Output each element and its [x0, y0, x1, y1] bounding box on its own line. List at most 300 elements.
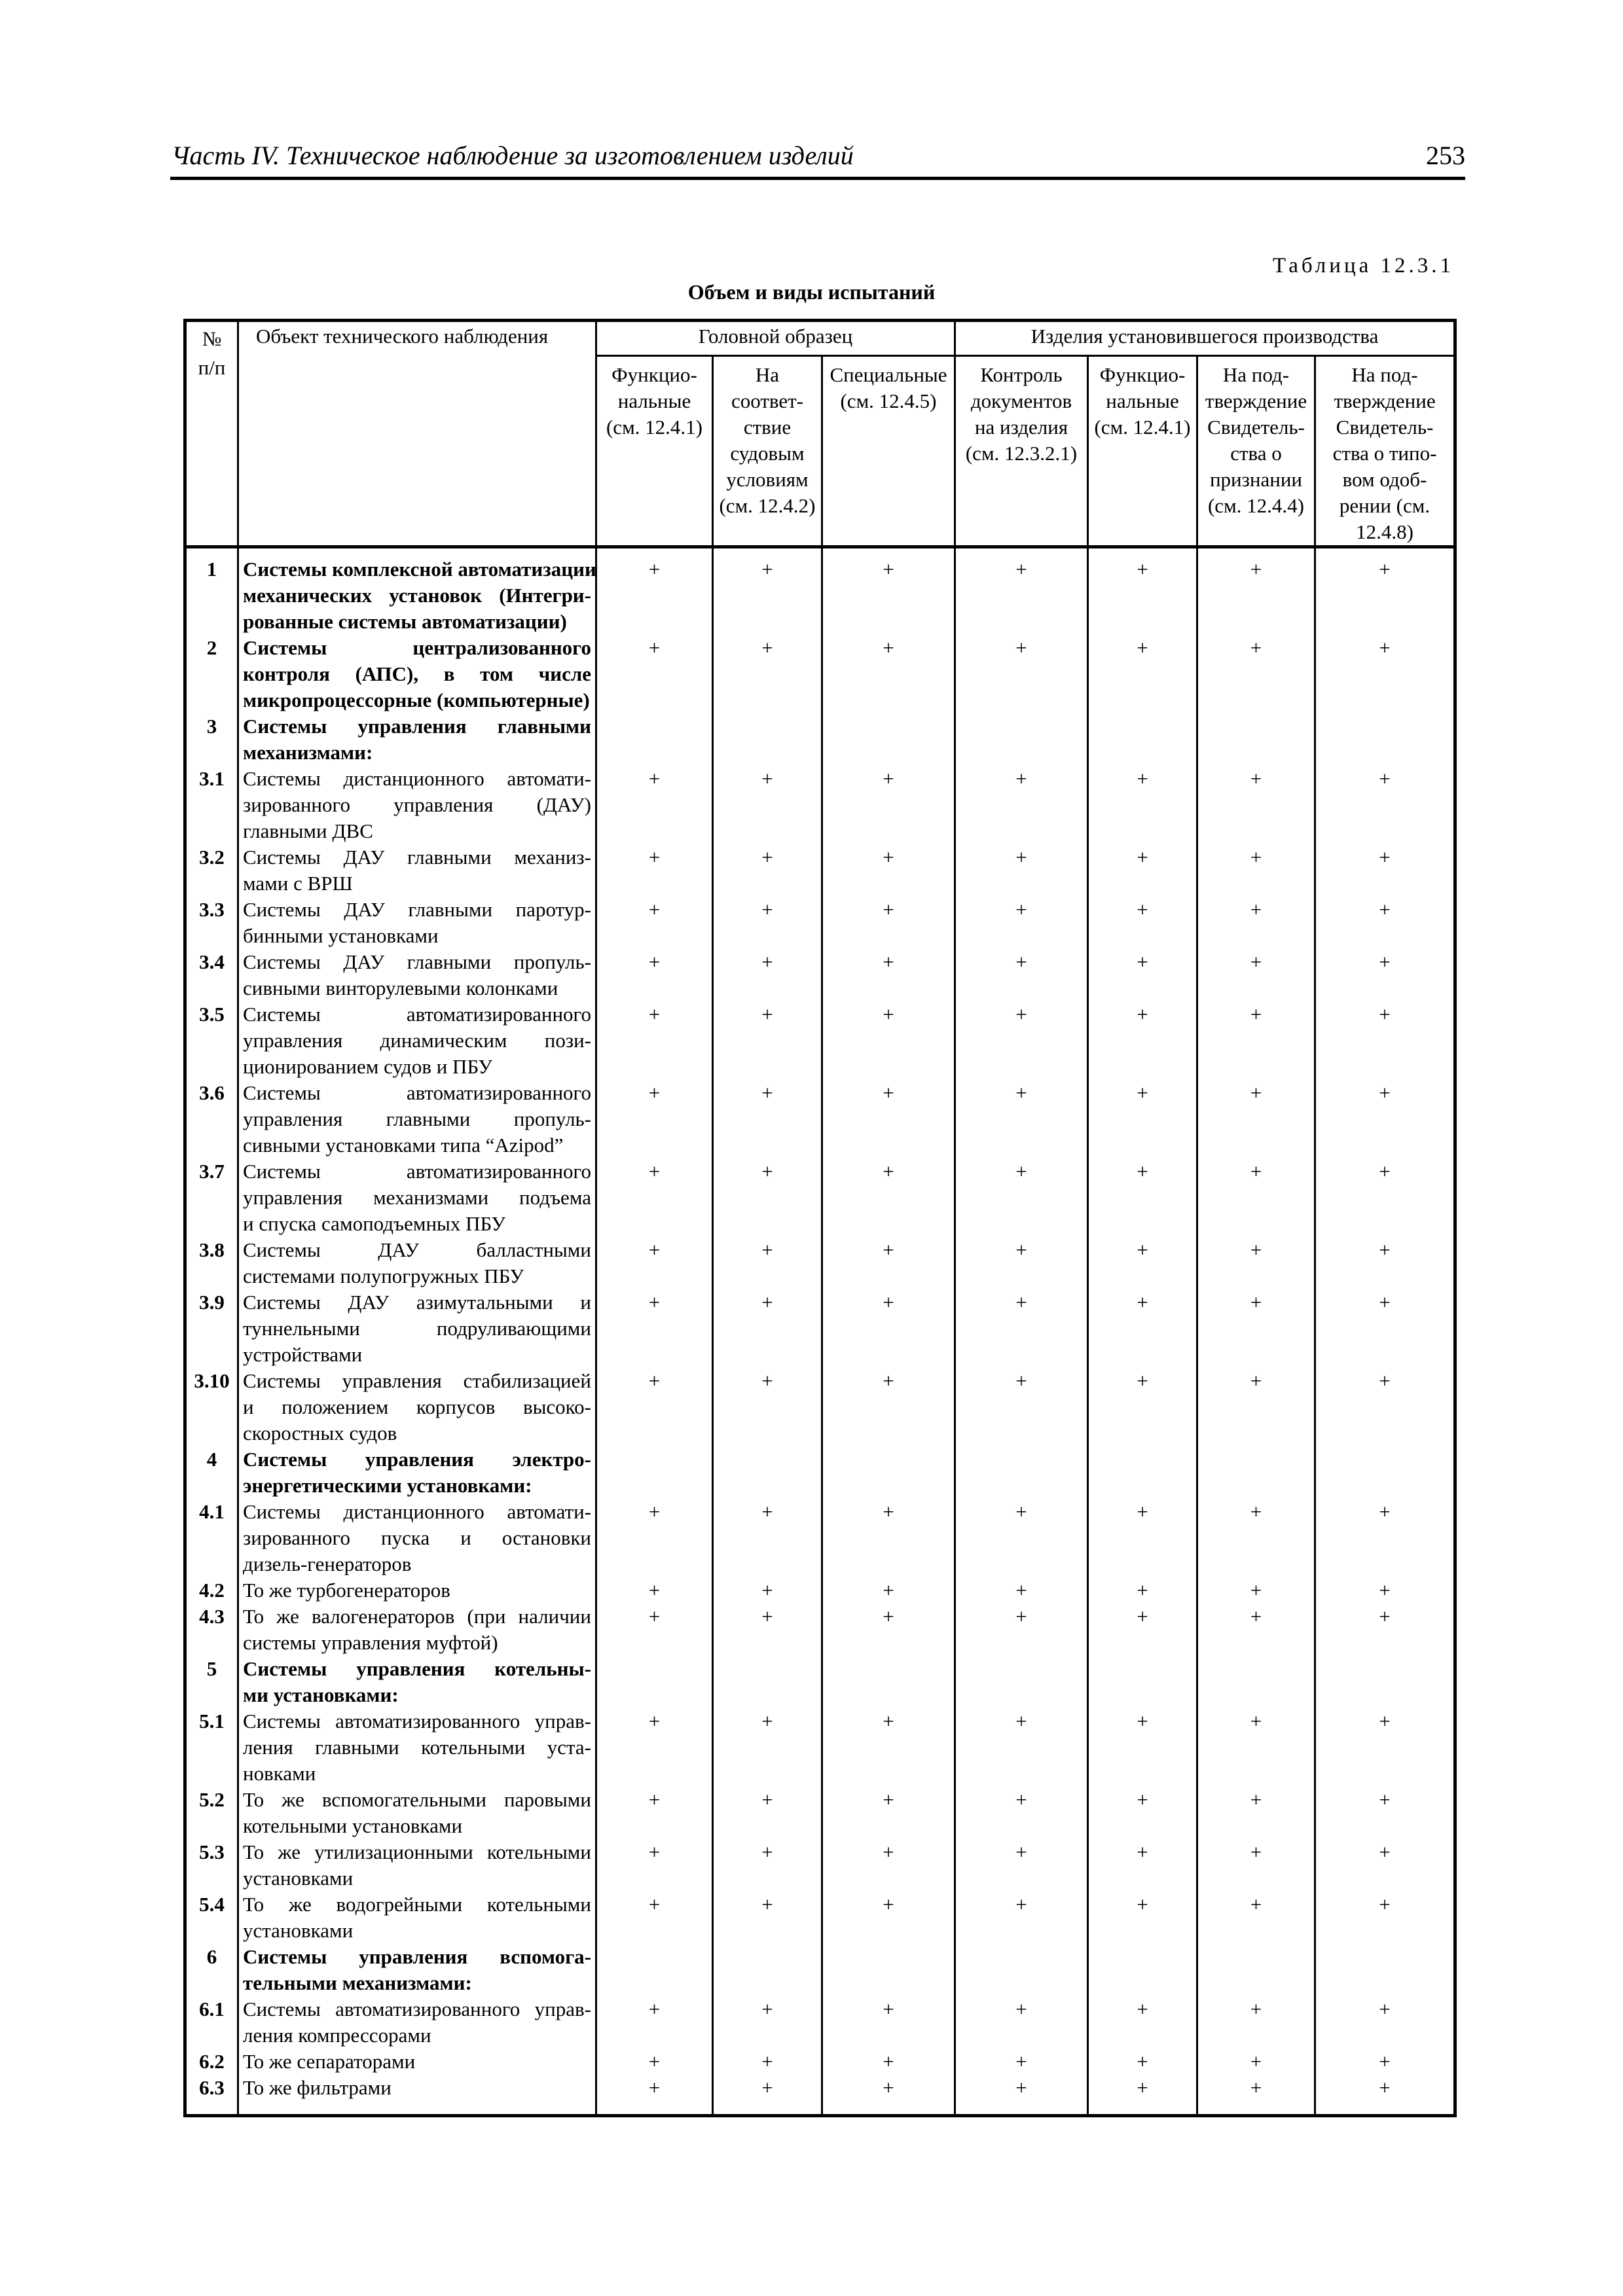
plus-mark-cell: +: [1315, 1499, 1455, 1577]
plus-mark-cell: +: [596, 1289, 713, 1368]
header-col-line: Свидетель-: [1207, 416, 1305, 439]
plus-mark-cell: [596, 1944, 713, 1996]
table-body: [185, 547, 1455, 2116]
plus-mark-cell: +: [822, 1577, 955, 1604]
plus-mark-cell: +: [1197, 1577, 1315, 1604]
plus-mark-cell: [955, 1944, 1088, 1996]
row-object-line: устройствами: [243, 1343, 363, 1366]
header-col-line: (см. 12.3.2.1): [965, 442, 1078, 465]
row-object: [238, 1080, 596, 1158]
header-col-6: [1197, 356, 1315, 547]
row-object-line: зированного пуска и остановки: [243, 1526, 591, 1549]
header-col-line: нальные: [617, 389, 691, 412]
row-object: [238, 766, 596, 844]
plus-mark-cell: +: [713, 1577, 822, 1604]
plus-mark-cell: +: [822, 1237, 955, 1289]
row-number: 4: [185, 1446, 238, 1499]
row-object-line: ционированием судов и ПБУ: [243, 1055, 493, 1078]
plus-mark-cell: +: [1315, 1839, 1455, 1892]
plus-mark-cell: +: [1197, 635, 1315, 713]
plus-mark-cell: +: [822, 1787, 955, 1839]
plus-mark-cell: [713, 1446, 822, 1499]
plus-mark-cell: +: [955, 766, 1088, 844]
plus-mark-cell: +: [822, 1001, 955, 1080]
header-col-line: Функцио-: [1099, 363, 1186, 386]
row-object: [238, 1656, 596, 1708]
header-col-line: Свидетель-: [1336, 416, 1434, 439]
plus-mark-cell: [713, 1944, 822, 1996]
plus-mark-cell: [1315, 1446, 1455, 1499]
plus-mark-cell: +: [1088, 1604, 1197, 1656]
row-number: 4.1: [185, 1499, 238, 1577]
header-col-line: документов: [970, 389, 1072, 412]
row-number: 3: [185, 713, 238, 766]
plus-mark-cell: +: [1197, 1158, 1315, 1237]
header-col-line: ства о типо-: [1332, 442, 1437, 465]
plus-mark-cell: +: [822, 766, 955, 844]
row-object-line: дизель-генераторов: [243, 1552, 412, 1575]
header-col-line: условиям: [726, 468, 809, 491]
plus-mark-cell: +: [1197, 1708, 1315, 1787]
header-col-line: На: [755, 363, 780, 386]
plus-mark-cell: +: [713, 2075, 822, 2116]
plus-mark-cell: +: [822, 1604, 955, 1656]
plus-mark-cell: +: [955, 635, 1088, 713]
row-number: 6: [185, 1944, 238, 1996]
row-object-line: То же вспомогательными паровыми: [243, 1788, 591, 1811]
table-row: [185, 1604, 1455, 1656]
plus-mark-cell: +: [1315, 897, 1455, 949]
plus-mark-cell: +: [822, 1996, 955, 2049]
plus-mark-cell: +: [596, 547, 713, 636]
header-col-line: (см. 12.4.5): [840, 389, 937, 412]
row-object-line: ления главными котельными уста-: [243, 1736, 591, 1759]
row-number: 3.8: [185, 1237, 238, 1289]
plus-mark-cell: +: [1315, 1237, 1455, 1289]
plus-mark-cell: +: [1088, 766, 1197, 844]
plus-mark-cell: +: [596, 1708, 713, 1787]
plus-mark-cell: +: [955, 1237, 1088, 1289]
plus-mark-cell: +: [822, 1289, 955, 1368]
row-object-line: и спуска самоподъемных ПБУ: [243, 1212, 506, 1235]
plus-mark-cell: +: [713, 949, 822, 1001]
table-number: Таблица 12.3.1: [1272, 254, 1454, 278]
plus-mark-cell: +: [822, 844, 955, 897]
plus-mark-cell: +: [955, 1892, 1088, 1944]
plus-mark-cell: +: [713, 1289, 822, 1368]
plus-mark-cell: +: [596, 1158, 713, 1237]
plus-mark-cell: +: [1088, 1001, 1197, 1080]
plus-mark-cell: +: [1197, 1368, 1315, 1446]
header-col-line: (см. 12.4.1): [1094, 416, 1191, 439]
header-col-line: (см. 12.4.4): [1207, 494, 1305, 517]
row-object: [238, 2049, 596, 2075]
plus-mark-cell: +: [1315, 949, 1455, 1001]
row-object-line: механизмами:: [243, 741, 373, 764]
row-object-line: Системы ДАУ балластными: [243, 1238, 591, 1261]
header-col-line: тверждение: [1334, 389, 1436, 412]
plus-mark-cell: +: [955, 2049, 1088, 2075]
header-col-line: 12.4.8): [1356, 520, 1413, 543]
row-number: 6.1: [185, 1996, 238, 2049]
row-object-line: Системы ДАУ главными механиз-: [243, 846, 591, 869]
row-object-line: То же фильтрами: [243, 2076, 392, 2099]
row-number: 3.3: [185, 897, 238, 949]
row-object-line: Системы ДАУ азимутальными и: [243, 1291, 591, 1314]
row-object: [238, 1892, 596, 1944]
plus-mark-cell: +: [822, 1839, 955, 1892]
row-object-line: Системы управления электро-: [243, 1448, 591, 1471]
row-object: [238, 713, 596, 766]
plus-mark-cell: +: [596, 1604, 713, 1656]
table-row: [185, 1001, 1455, 1080]
plus-mark-cell: +: [822, 949, 955, 1001]
plus-mark-cell: +: [822, 2049, 955, 2075]
row-object-line: ми установками:: [243, 1683, 399, 1706]
header-col-line: (см. 12.4.1): [606, 416, 703, 439]
row-object: [238, 547, 596, 636]
header-rule: [170, 177, 1465, 180]
plus-mark-cell: +: [1197, 1289, 1315, 1368]
plus-mark-cell: +: [1315, 1001, 1455, 1080]
row-object-line: туннельными подруливающими: [243, 1317, 591, 1340]
plus-mark-cell: +: [1315, 2075, 1455, 2116]
plus-mark-cell: [596, 1656, 713, 1708]
row-object-line: сивными установками типа “Azipod”: [243, 1134, 564, 1157]
plus-mark-cell: [1088, 1944, 1197, 1996]
row-object-line: Системы управления котельны-: [243, 1657, 591, 1680]
header-col-line: ствие: [743, 416, 792, 439]
header-col-line: Контроль: [980, 363, 1063, 386]
plus-mark-cell: +: [713, 1499, 822, 1577]
header-col-line: (см. 12.4.2): [719, 494, 816, 517]
plus-mark-cell: +: [1088, 2075, 1197, 2116]
plus-mark-cell: +: [713, 1604, 822, 1656]
header-group-serial: Изделия установившегося производства: [955, 321, 1455, 356]
plus-mark-cell: +: [822, 635, 955, 713]
row-number: 6.2: [185, 2049, 238, 2075]
header-group-prototype: Головной образец: [596, 321, 955, 356]
plus-mark-cell: [1197, 1944, 1315, 1996]
plus-mark-cell: +: [1197, 1996, 1315, 2049]
plus-mark-cell: +: [713, 2049, 822, 2075]
row-object-line: управления главными пропуль-: [243, 1107, 591, 1130]
row-object-line: управления динамическим пози-: [243, 1029, 591, 1052]
row-number: 5: [185, 1656, 238, 1708]
plus-mark-cell: +: [713, 1839, 822, 1892]
plus-mark-cell: +: [955, 897, 1088, 949]
plus-mark-cell: +: [1088, 844, 1197, 897]
plus-mark-cell: +: [1197, 1080, 1315, 1158]
row-number: 3.1: [185, 766, 238, 844]
plus-mark-cell: +: [955, 1604, 1088, 1656]
plus-mark-cell: +: [596, 1080, 713, 1158]
table-row: [185, 2049, 1455, 2075]
plus-mark-cell: [1088, 713, 1197, 766]
row-number: 3.4: [185, 949, 238, 1001]
plus-mark-cell: +: [955, 949, 1088, 1001]
plus-mark-cell: +: [1088, 949, 1197, 1001]
plus-mark-cell: +: [1315, 766, 1455, 844]
plus-mark-cell: +: [1197, 844, 1315, 897]
plus-mark-cell: +: [1315, 1368, 1455, 1446]
plus-mark-cell: +: [822, 1158, 955, 1237]
row-object-line: скоростных судов: [243, 1422, 397, 1444]
row-object: [238, 897, 596, 949]
plus-mark-cell: +: [822, 897, 955, 949]
plus-mark-cell: +: [596, 1499, 713, 1577]
header-col-line: рении (см.: [1339, 494, 1431, 517]
header-col-3: [822, 356, 955, 547]
plus-mark-cell: +: [822, 1499, 955, 1577]
plus-mark-cell: +: [596, 844, 713, 897]
plus-mark-cell: +: [596, 2075, 713, 2116]
row-object: [238, 1158, 596, 1237]
plus-mark-cell: +: [1315, 635, 1455, 713]
row-object-line: Системы автоматизированного управ-: [243, 1710, 591, 1732]
plus-mark-cell: [713, 713, 822, 766]
plus-mark-cell: +: [1197, 897, 1315, 949]
table-header: [185, 321, 1455, 547]
row-number: 5.1: [185, 1708, 238, 1787]
plus-mark-cell: [596, 713, 713, 766]
plus-mark-cell: +: [1197, 1839, 1315, 1892]
plus-mark-cell: [1197, 1446, 1315, 1499]
plus-mark-cell: +: [596, 1892, 713, 1944]
row-object-line: системы управления муфтой): [243, 1631, 498, 1654]
plus-mark-cell: +: [1197, 547, 1315, 636]
row-object: [238, 1708, 596, 1787]
row-object-line: механических установок (Интегри-: [243, 584, 591, 607]
row-object-line: системами полупогружных ПБУ: [243, 1265, 524, 1287]
plus-mark-cell: +: [1088, 635, 1197, 713]
plus-mark-cell: +: [955, 547, 1088, 636]
header-col-line: ства о: [1230, 442, 1282, 465]
table-row: [185, 1996, 1455, 2049]
table-row: [185, 1577, 1455, 1604]
plus-mark-cell: [955, 1656, 1088, 1708]
plus-mark-cell: +: [713, 844, 822, 897]
plus-mark-cell: +: [596, 2049, 713, 2075]
plus-mark-cell: +: [1088, 1839, 1197, 1892]
row-number: 3.5: [185, 1001, 238, 1080]
plus-mark-cell: +: [1197, 1237, 1315, 1289]
row-object-line: Системы комплексной автоматизации: [243, 558, 596, 581]
plus-mark-cell: +: [596, 949, 713, 1001]
plus-mark-cell: +: [955, 1577, 1088, 1604]
row-object-line: Системы дистанционного автомати-: [243, 1500, 591, 1523]
plus-mark-cell: +: [596, 1996, 713, 2049]
plus-mark-cell: +: [1197, 1001, 1315, 1080]
plus-mark-cell: +: [1197, 766, 1315, 844]
plus-mark-cell: +: [1088, 897, 1197, 949]
plus-mark-cell: +: [1088, 547, 1197, 636]
plus-mark-cell: +: [955, 1289, 1088, 1368]
plus-mark-cell: [955, 1446, 1088, 1499]
row-object-line: То же сепараторами: [243, 2050, 416, 2073]
plus-mark-cell: +: [596, 1787, 713, 1839]
table-row: [185, 1080, 1455, 1158]
table-row: [185, 1499, 1455, 1577]
table-row: [185, 844, 1455, 897]
header-col-line: признании: [1209, 468, 1303, 491]
row-number: 5.3: [185, 1839, 238, 1892]
plus-mark-cell: [822, 713, 955, 766]
row-object-line: То же турбогенераторов: [243, 1579, 450, 1602]
plus-mark-cell: +: [1315, 2049, 1455, 2075]
plus-mark-cell: +: [1197, 1604, 1315, 1656]
plus-mark-cell: +: [713, 897, 822, 949]
plus-mark-cell: +: [596, 1001, 713, 1080]
plus-mark-cell: +: [822, 1892, 955, 1944]
table-row: [185, 1158, 1455, 1237]
running-head: Часть IV. Техническое наблюдение за изготовлением изделий: [172, 141, 854, 170]
plus-mark-cell: +: [1197, 1787, 1315, 1839]
row-object-line: Системы управления стабилизацией: [243, 1369, 591, 1392]
plus-mark-cell: +: [713, 1996, 822, 2049]
row-object-line: рованные системы автоматизации): [243, 610, 567, 633]
plus-mark-cell: +: [955, 1158, 1088, 1237]
row-object: [238, 1446, 596, 1499]
row-number: 5.2: [185, 1787, 238, 1839]
plus-mark-cell: +: [1088, 1892, 1197, 1944]
row-number: 3.6: [185, 1080, 238, 1158]
table-title: Объем и виды испытаний: [687, 280, 936, 304]
row-number: 3.7: [185, 1158, 238, 1237]
plus-mark-cell: +: [596, 766, 713, 844]
plus-mark-cell: +: [1197, 2049, 1315, 2075]
plus-mark-cell: +: [955, 1839, 1088, 1892]
row-number: 4.2: [185, 1577, 238, 1604]
row-number: 6.3: [185, 2075, 238, 2116]
plus-mark-cell: +: [1315, 1708, 1455, 1787]
table-row: [185, 1708, 1455, 1787]
plus-mark-cell: [955, 713, 1088, 766]
plus-mark-cell: [822, 1944, 955, 1996]
row-number: 4.3: [185, 1604, 238, 1656]
plus-mark-cell: +: [713, 547, 822, 636]
row-object-line: управления механизмами подъема: [243, 1186, 591, 1209]
plus-mark-cell: +: [1088, 1080, 1197, 1158]
row-object-line: установками: [243, 1867, 354, 1890]
table-row: [185, 1839, 1455, 1892]
table-row: [185, 1446, 1455, 1499]
row-object-line: То же утилизационными котельными: [243, 1840, 591, 1863]
row-object-line: Системы ДАУ главными паротур-: [243, 898, 591, 921]
row-number: 3.10: [185, 1368, 238, 1446]
plus-mark-cell: [822, 1656, 955, 1708]
row-object: [238, 2075, 596, 2116]
row-object-line: тельными механизмами:: [243, 1971, 472, 1994]
header-col-line: вом одоб-: [1342, 468, 1427, 491]
plus-mark-cell: +: [713, 766, 822, 844]
table-row: [185, 897, 1455, 949]
row-object: [238, 1577, 596, 1604]
row-object-line: Системы централизованного: [243, 636, 591, 659]
plus-mark-cell: +: [596, 1368, 713, 1446]
header-object: Объект технического наблюдения: [238, 321, 596, 547]
row-object: [238, 1289, 596, 1368]
row-object-line: энергетическими установками:: [243, 1474, 532, 1497]
plus-mark-cell: +: [1088, 2049, 1197, 2075]
plus-mark-cell: +: [1088, 1996, 1197, 2049]
plus-mark-cell: +: [1315, 1289, 1455, 1368]
table-row: [185, 713, 1455, 766]
row-object: [238, 1839, 596, 1892]
plus-mark-cell: +: [955, 1787, 1088, 1839]
table-row: [185, 1237, 1455, 1289]
plus-mark-cell: +: [713, 1158, 822, 1237]
plus-mark-cell: +: [955, 1708, 1088, 1787]
row-object-line: Системы ДАУ главными пропуль-: [243, 950, 591, 973]
table-row: [185, 547, 1455, 636]
plus-mark-cell: +: [713, 1708, 822, 1787]
row-number: 1: [185, 547, 238, 636]
header-col-line: соответ-: [731, 389, 803, 412]
row-object: [238, 844, 596, 897]
plus-mark-cell: +: [713, 1001, 822, 1080]
row-object-line: главными ДВС: [243, 819, 373, 842]
row-object-line: сивными винторулевыми колонками: [243, 977, 558, 999]
plus-mark-cell: +: [713, 1368, 822, 1446]
table-row: [185, 1787, 1455, 1839]
plus-mark-cell: +: [1088, 1237, 1197, 1289]
row-object-line: Системы управления главными: [243, 715, 591, 738]
row-object: [238, 1368, 596, 1446]
row-object: [238, 1499, 596, 1577]
plus-mark-cell: +: [822, 1080, 955, 1158]
plus-mark-cell: [1315, 1944, 1455, 1996]
plus-mark-cell: +: [713, 1892, 822, 1944]
plus-mark-cell: +: [1315, 1787, 1455, 1839]
plus-mark-cell: +: [822, 1368, 955, 1446]
row-object-line: Системы управления вспомога-: [243, 1945, 591, 1968]
plus-mark-cell: [1315, 713, 1455, 766]
plus-mark-cell: [713, 1656, 822, 1708]
plus-mark-cell: [822, 1446, 955, 1499]
plus-mark-cell: [1197, 1656, 1315, 1708]
plus-mark-cell: +: [955, 844, 1088, 897]
plus-mark-cell: +: [596, 635, 713, 713]
row-object: [238, 949, 596, 1001]
row-object-line: Системы автоматизированного: [243, 1081, 591, 1104]
plus-mark-cell: +: [1197, 2075, 1315, 2116]
table-row: [185, 766, 1455, 844]
row-object-line: Системы дистанционного автомати-: [243, 767, 591, 790]
plus-mark-cell: [1197, 713, 1315, 766]
plus-mark-cell: +: [955, 1368, 1088, 1446]
plus-mark-cell: +: [1088, 1368, 1197, 1446]
row-object-line: бинными установками: [243, 924, 439, 947]
plus-mark-cell: +: [1315, 1080, 1455, 1158]
plus-mark-cell: +: [1088, 1158, 1197, 1237]
header-col-line: нальные: [1106, 389, 1179, 412]
plus-mark-cell: [1315, 1656, 1455, 1708]
plus-mark-cell: +: [1315, 1996, 1455, 2049]
plus-mark-cell: +: [955, 1499, 1088, 1577]
plus-mark-cell: +: [1315, 1604, 1455, 1656]
row-object: [238, 1604, 596, 1656]
plus-mark-cell: +: [1088, 1577, 1197, 1604]
table-row: [185, 1368, 1455, 1446]
table-row: [185, 1656, 1455, 1708]
header-col-line: Функцио-: [611, 363, 697, 386]
plus-mark-cell: +: [596, 1577, 713, 1604]
row-object: [238, 635, 596, 713]
row-number: 3.2: [185, 844, 238, 897]
row-object: [238, 1944, 596, 1996]
plus-mark-cell: [596, 1446, 713, 1499]
